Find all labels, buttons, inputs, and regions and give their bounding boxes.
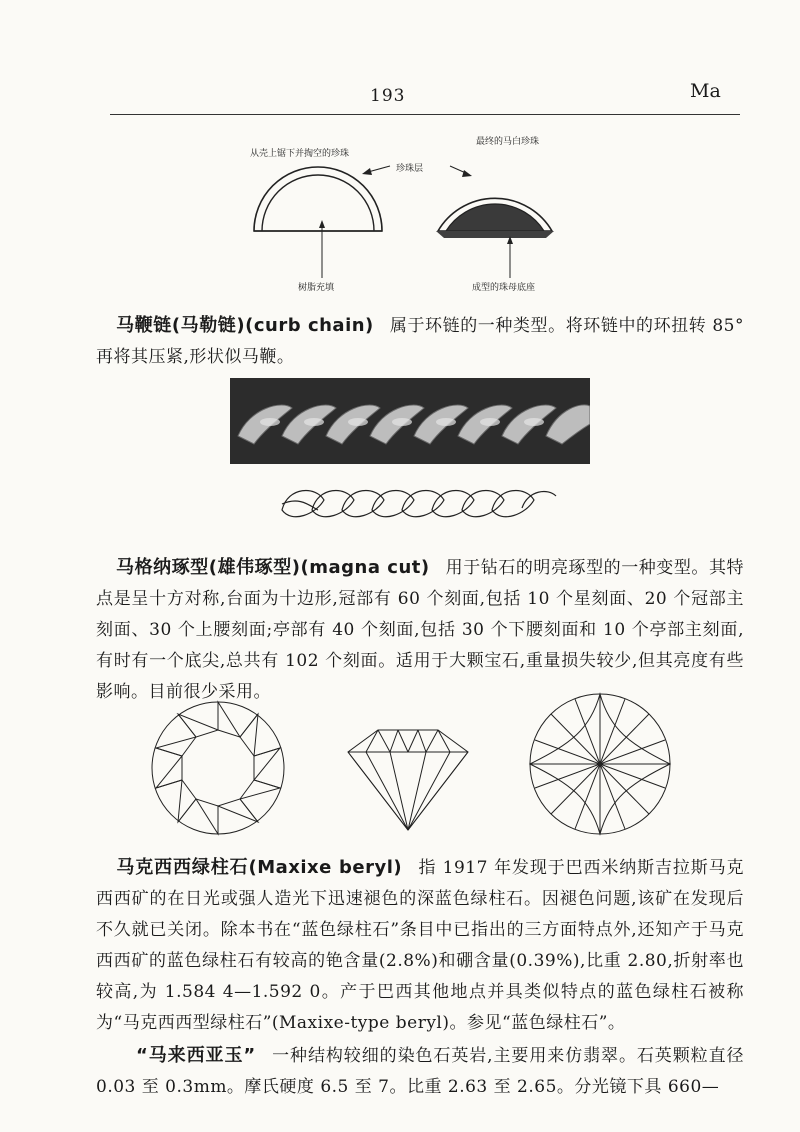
entry-body: 用于钻石的明亮琢型的一种变型。其特点是呈十方对称,台面为十边形,冠部有 60 个刻面,包括 10 个星刻面、20 个冠部主刻面、30 个上腰刻面;亭部有 40 个刻面,包括 30 个下腰刻面和 10 个亭部主刻面,有时有一个底尖,总共有 102 个刻面。适用于大颗宝石,重量损失较少,但其亮度有些影响。目前很少采用。 [96, 558, 744, 702]
label-final-mabe-pearl: 最终的马白珍珠 [476, 137, 540, 147]
pavilion-view-diagram [530, 694, 670, 834]
section-header: Ma [690, 80, 721, 102]
entry-body: 一种结构较细的染色石英岩,主要用来仿翡翠。石英颗粒直径 0.03 至 0.3mm。摩氏硬度 6.5 至 7。比重 2.63 至 2.65。分光镜下具 660— [96, 1046, 744, 1097]
term-heading: 马克西西绿柱石(Maxixe beryl) [116, 857, 403, 878]
term-heading: 马格纳琢型(雄伟琢型)(magna cut) [116, 557, 430, 578]
entry-curb-chain [96, 310, 744, 373]
crown-view-diagram [152, 702, 284, 834]
entry-maxixe-beryl [96, 852, 744, 1039]
entry-magna-cut [96, 552, 744, 708]
term-heading: “马来西亚玉” [136, 1045, 256, 1066]
entry-malaysia-jade [96, 1040, 744, 1103]
entry-body: 属于环链的一种类型。将环链中的环扭转 85°再将其压紧,形状似马鞭。 [96, 316, 744, 367]
label-nacre-layer: 珍珠层 [396, 164, 424, 174]
header-rule [110, 114, 740, 115]
label-sawn-pearl: 从壳上锯下并掏空的珍珠 [250, 149, 350, 159]
entry-body: 指 1917 年发现于巴西米纳斯吉拉斯马克西西矿的在日光或强人造光下迅速褪色的深蓝色绿柱石。因褪色问题,该矿在发现后不久就已关闭。除本书在“蓝色绿柱石”条目中已指出的三方面特点外,还知产于马克西西矿的蓝色绿柱石有较高的铯含量(2.8%)和硼含量(0.39%),比重 2.80,折射率也较高,为 1.584 4—1.592 0。产于巴西其他地点并具类似特点的蓝色绿柱石被称为“马克西西型绿柱石”(Maxixe-type beryl)。参见“蓝色绿柱石”。 [96, 858, 745, 1033]
label-mother-of-pearl-base: 成型的珠母底座 [472, 283, 536, 293]
page-number: 193 [370, 86, 406, 106]
label-resin-filling: 树脂充填 [298, 283, 335, 293]
magna-cut-diagrams [140, 690, 680, 840]
pearl-cross-section-figure [240, 128, 560, 300]
curb-chain-figure [230, 378, 590, 540]
term-heading: 马鞭链(马勒链)(curb chain) [116, 315, 374, 336]
side-profile-diagram [348, 730, 468, 830]
